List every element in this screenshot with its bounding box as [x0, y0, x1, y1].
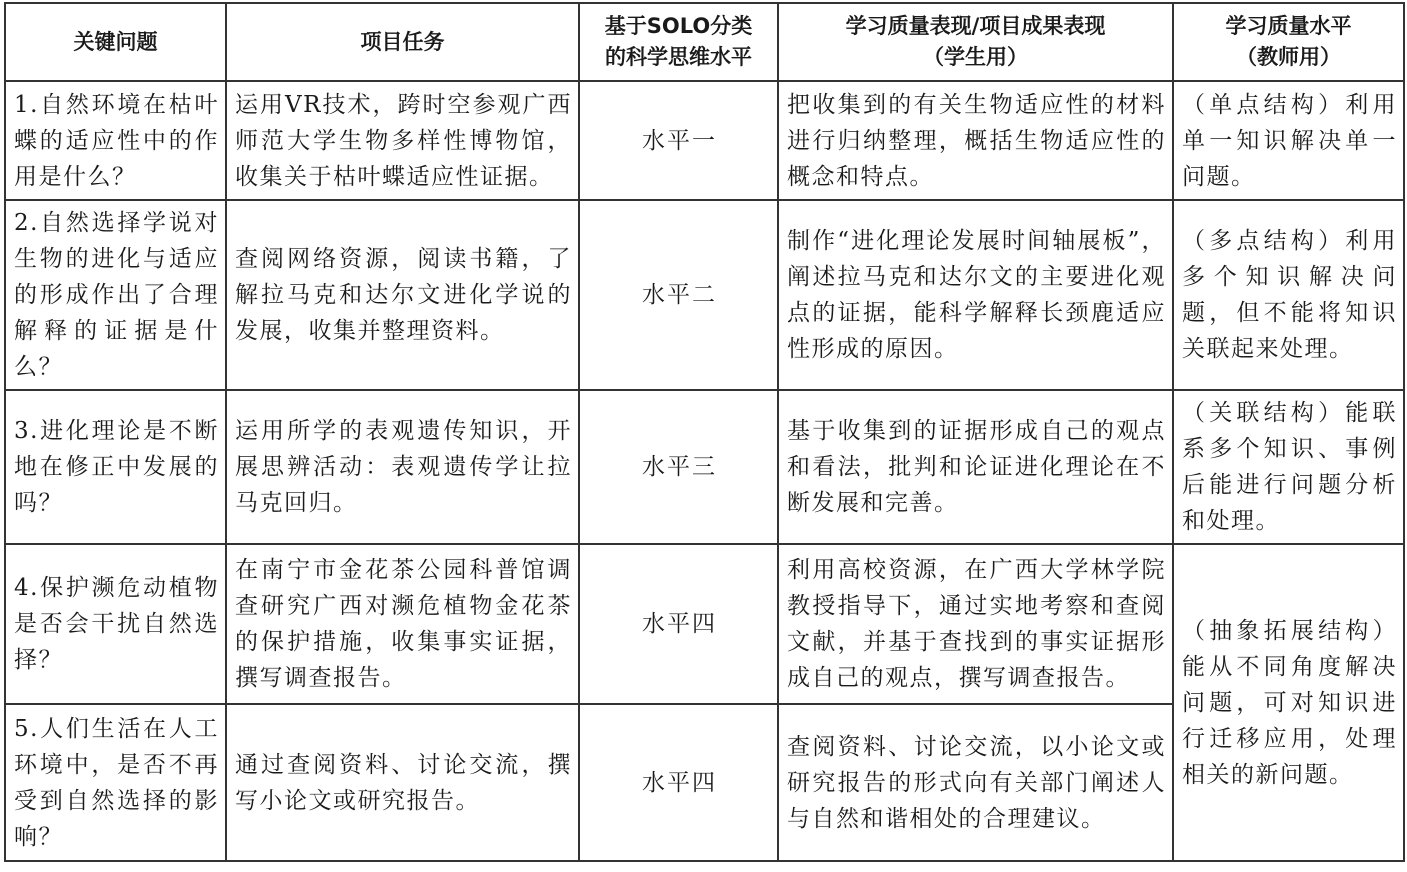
cell-performance: 查阅资料、讨论交流，以小论文或研究报告的形式向有关部门阐述人与自然和谐相处的合理建议。 — [778, 704, 1173, 861]
header-solo-level — [579, 3, 778, 81]
cell-teacher-quality: （关联结构）能联系多个知识、事例后能进行问题分析和处理。 — [1173, 390, 1404, 544]
header-teacher-line2: （教师用） — [1236, 45, 1341, 69]
header-project-task: 项目任务 — [226, 3, 579, 81]
cell-question: 4.保护濒危动植物是否会干扰自然选择？ — [5, 544, 226, 704]
cell-question: 5.人们生活在人工环境中，是否不再受到自然选择的影响？ — [5, 704, 226, 861]
header-solo-line1: 基于SOLO分类 — [604, 14, 753, 38]
cell-question: 3.进化理论是不断地在修正中发展的吗？ — [5, 390, 226, 544]
cell-performance: 把收集到的有关生物适应性的材料进行归纳整理，概括生物适应性的概念和特点。 — [778, 81, 1173, 200]
cell-task: 运用VR技术，跨时空参观广西师范大学生物多样性博物馆，收集关于枯叶蝶适应性证据。 — [226, 81, 579, 200]
cell-question: 2.自然选择学说对生物的进化与适应的形成作出了合理解释的证据是什么？ — [5, 200, 226, 390]
cell-teacher-quality-merged: （抽象拓展结构）能从不同角度解决问题，可对知识进行迁移应用，处理相关的新问题。 — [1173, 544, 1404, 861]
cell-question: 1.自然环境在枯叶蝶的适应性中的作用是什么？ — [5, 81, 226, 200]
header-performance-line1: 学习质量表现/项目成果表现 — [845, 14, 1106, 38]
solo-evaluation-table — [4, 2, 1405, 862]
cell-task: 查阅网络资源，阅读书籍，了解拉马克和达尔文进化学说的发展，收集并整理资料。 — [226, 200, 579, 390]
cell-level: 水平一 — [579, 81, 778, 200]
table-row — [5, 390, 1404, 544]
cell-performance: 基于收集到的证据形成自己的观点和看法，批判和论证进化理论在不断发展和完善。 — [778, 390, 1173, 544]
header-student-performance — [778, 3, 1173, 81]
cell-performance: 制作“进化理论发展时间轴展板”，阐述拉马克和达尔文的主要进化观点的证据，能科学解释长颈鹿适应性形成的原因。 — [778, 200, 1173, 390]
header-teacher-quality — [1173, 3, 1404, 81]
table-row — [5, 200, 1404, 390]
cell-level: 水平四 — [579, 544, 778, 704]
cell-teacher-quality: （多点结构）利用多个知识解决问题，但不能将知识关联起来处理。 — [1173, 200, 1404, 390]
cell-task: 在南宁市金花茶公园科普馆调查研究广西对濒危植物金花茶的保护措施，收集事实证据，撰写调查报告。 — [226, 544, 579, 704]
table-row — [5, 81, 1404, 200]
header-performance-line2: （学生用） — [923, 45, 1028, 69]
cell-level: 水平二 — [579, 200, 778, 390]
header-teacher-line1: 学习质量水平 — [1225, 14, 1352, 38]
cell-performance: 利用高校资源，在广西大学林学院教授指导下，通过实地考察和查阅文献，并基于查找到的事实证据形成自己的观点，撰写调查报告。 — [778, 544, 1173, 704]
cell-task: 通过查阅资料、讨论交流，撰写小论文或研究报告。 — [226, 704, 579, 861]
table-header-row — [5, 3, 1404, 81]
header-key-question: 关键问题 — [5, 3, 226, 81]
cell-teacher-quality: （单点结构）利用单一知识解决单一问题。 — [1173, 81, 1404, 200]
cell-task: 运用所学的表观遗传知识，开展思辨活动：表观遗传学让拉马克回归。 — [226, 390, 579, 544]
cell-level: 水平四 — [579, 704, 778, 861]
cell-level: 水平三 — [579, 390, 778, 544]
header-solo-line2: 的科学思维水平 — [605, 45, 752, 69]
table-row — [5, 544, 1404, 704]
